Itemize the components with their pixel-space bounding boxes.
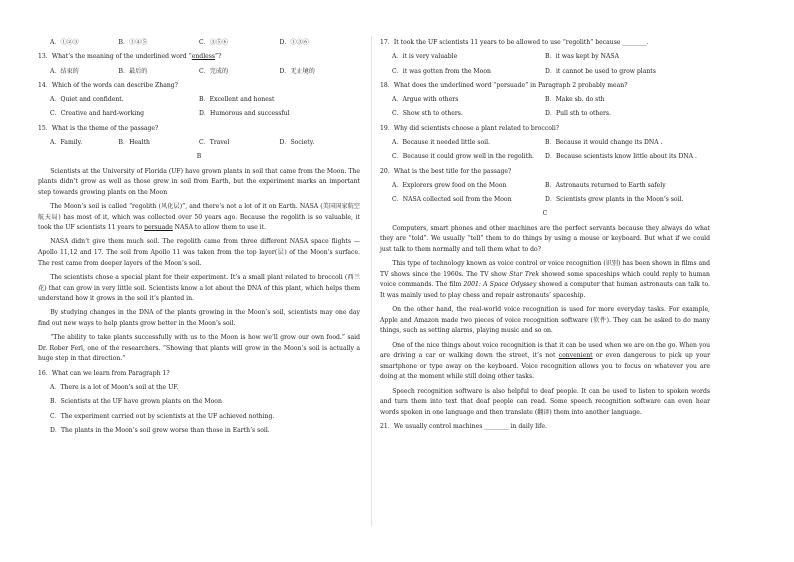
q19-options-ab — [380, 138, 710, 149]
q20-option-d: D．Scientists grew plants in the Moon’s soil. — [545, 196, 684, 204]
q19-option-d: D．Because scientists know little about its DNA . — [545, 153, 697, 161]
q14-option-b: B．Excellent and honest — [199, 96, 275, 104]
q19-option-b: B．Because it would change its DNA . — [545, 138, 663, 146]
q12-option-d: D．①③⑥ — [279, 39, 309, 46]
question-21: 21．We usually control machines ________ in daily life. — [380, 423, 547, 431]
q14-option-d: D．Humorous and successful — [199, 110, 290, 118]
q13-option-a: A．结束的 — [50, 67, 79, 75]
q18-option-b: B．Make sb. do sth — [545, 96, 605, 104]
passage-b-paragraph-1: Scientists at the University of Florida (UF) have grown plants in soil that came from the Moon. The plants didn’t grow as well as those grew in soil from Earth, but the experiment marks an important step towards growing plants on the Moon — [38, 167, 360, 196]
question-19: 19．Why did scientists choose a plant related to broccoli? — [380, 124, 560, 132]
q17-option-b: B．it was kept by NASA — [545, 53, 619, 61]
q18-options-cd — [380, 109, 710, 120]
q20-option-b: B．Astronauts returned to Earth safely — [545, 181, 666, 189]
q17-options-ab — [380, 52, 710, 63]
q20-option-c: C．NASA collected soil from the Moon — [392, 196, 512, 204]
passage-c-paragraph-3: On the other hand, the real-world voice recognition is used for more everyday tasks. For example, Apple and Amazon made two pieces of voice recognition software (软件). They can be asked to do many things, such as setting alarms, playing music and so on. — [380, 306, 710, 335]
right-column — [380, 38, 710, 436]
passage-c-paragraph-5: Speech recognition software is also helpful to deaf people. It can be used to listen to spoken words and turn them into text that deaf people can read. Some speech recognition software can even hear words spoken in one language and then translate (翻译) them into another language. — [380, 387, 710, 416]
q13-options — [38, 67, 360, 78]
q14-option-c: C．Creative and hard-working — [50, 110, 145, 118]
q15-option-c: C．Travel — [199, 138, 230, 146]
q16-option-c: C．The experiment carried out by scientists at the UF achieved nothing. — [50, 412, 275, 420]
q14-option-a: A．Quiet and confident. — [50, 96, 124, 104]
passage-b-paragraph-6: “The ability to take plants successfully with us to the Moon is how we’ll grow our own food.” said Dr. Rober Ferl, one of the researchers. “Showing that plants will grow in the Moon’s soil is actually a huge step in that direction.” — [38, 334, 360, 363]
c4-text: One of the nice things about voice recognition is that it can be used when we are on the go. When you are driving a car or walking down the street, it’s not — [380, 341, 710, 360]
q12-option-a: A．①②③ — [50, 39, 79, 46]
c2-text-mid: showed some spaceships which could reply to human voice commands. The film — [380, 270, 710, 289]
q20-option-a: A．Explorers grew food on the Moon — [392, 181, 507, 189]
c2-tv-show-title: Star Trek — [509, 270, 540, 278]
passage-b-paragraph-2 — [38, 202, 360, 234]
question-18: 18．What does the underlined word “persuade” in Paragraph 2 probably mean? — [380, 81, 628, 89]
q13-text-end: ”? — [215, 53, 222, 61]
p2-underlined-word: persuade — [144, 224, 173, 232]
passage-b-paragraph-3: NASA didn’t give them much soil. The regolith came from three different NASA space flights —Apollo 11,12 and 17. The soil from Apollo 11 was taken from the top layer(层) of the Moon’s surface. The rest came from deeper layers of the Moon’s soil. — [38, 238, 360, 267]
q18-options-ab — [380, 95, 710, 106]
q18-option-d: D．Pull sth to others. — [545, 110, 611, 118]
q12-options — [38, 38, 360, 49]
passage-c-paragraph-1: Computers, smart phones and other machines are the perfect servants because they always do what they are “told”. We usually “tell” them to do things by using a mouse or keyboard. But what if we could just talk to them normally and tell them what to do? — [380, 224, 710, 253]
c2-text: This type of technology known as voice control or voice recognition (识别) has been shown in films and TV shows since the 1960s. The TV show — [380, 260, 710, 278]
c4-text-end: or even dangerous to pick up your smartphone or type away on the keyboard. Voice recognition allows you to focus on whatever you are doing at the moment while still doing other tasks. — [380, 352, 710, 381]
q20-options-ab — [380, 181, 710, 192]
q17-options-cd — [380, 67, 710, 78]
q18-option-c: C．Show sth to others. — [392, 110, 463, 118]
p2-text: The Moon’s soil is called “regolith (风化层)”, and there’s not a lot of it on Earth. NASA (美国国家航空航天局) has most of it, which was collected over 50 years ago. Because the regolith is so valuable, it took the UF scientists 11 years to — [38, 203, 360, 232]
left-column — [38, 38, 360, 440]
q15-option-b: B．Health — [118, 138, 150, 146]
q16-option-d: D．The plants in the Moon’s soil grew worse than those in Earth’s soil. — [50, 426, 270, 434]
question-20: 20．What is the best title for the passage? — [380, 167, 512, 175]
p2-text-end: NASA to allow them to use it. — [172, 224, 267, 232]
q15-option-d: D．Society. — [279, 138, 315, 146]
question-14: 14．Which of the words can describe Zhang? — [38, 81, 178, 89]
passage-b-paragraph-5: By studying changes in the DNA of the plants growing in the Moon’s soil, scientists may one day find out new ways to help plants grow better in the Moon’s soil. — [38, 309, 360, 327]
q15-option-a: A．Family. — [50, 138, 83, 146]
q13-text: 13．What’s the meaning of the underlined word “ — [38, 53, 192, 61]
c2-text-end: showed a computer that human astronauts can talk to. It was mainly used to play chess and repair astronauts’ spaceship. — [380, 281, 710, 299]
q14-options-ab — [38, 95, 360, 106]
question-17: 17．It took the UF scientists 11 years to be allowed to use “regolith” because ________. — [380, 39, 649, 46]
q20-options-cd — [380, 195, 710, 206]
section-b-heading: B — [196, 153, 202, 161]
q14-options-cd — [38, 109, 360, 120]
passage-c-paragraph-2 — [380, 259, 710, 301]
c4-underlined-word: convenient — [558, 352, 593, 360]
q12-option-b: B．①④⑤ — [118, 39, 148, 46]
passage-b-paragraph-4: The scientists chose a special plant for their experiment. It’s a small plant related to broccoli (西兰花) that can grow in very little soil. Scientists know a lot about the DNA of this plant, which helps them understand how it grows in the soil it’s planted in. — [38, 273, 360, 303]
q18-option-a: A．Argue with others — [392, 96, 459, 104]
question-16: 16．What can we learn from Paragraph 1? — [38, 369, 170, 377]
q17-option-c: C．it was gotten from the Moon — [392, 67, 491, 75]
q13-option-d: D．无止境的 — [279, 67, 315, 75]
q17-option-d: D．it cannot be used to grow plants — [545, 67, 656, 75]
q13-underlined-word: endless — [191, 53, 216, 61]
q15-options — [38, 138, 360, 149]
q19-options-cd — [380, 152, 710, 163]
q13-option-c: C．完成的 — [199, 67, 229, 75]
q17-option-a: A．it is very valuable — [392, 53, 458, 61]
q19-option-c: C．Because it could grow well in the regolith. — [392, 153, 534, 161]
q16-option-a: A．There is a lot of Moon’s soil at the UF. — [50, 384, 179, 392]
column-divider — [371, 36, 372, 526]
q16-option-b: B．Scientists at the UF have grown plants on the Moon — [50, 398, 222, 406]
c2-film-title: 2001: A Space Odyssey — [463, 281, 537, 289]
question-15: 15．What is the theme of the passage? — [38, 124, 159, 132]
q19-option-a: A．Because it needed little soil. — [392, 138, 490, 146]
section-c-heading: C — [542, 210, 548, 218]
q12-option-c: C．③⑤⑥ — [199, 39, 229, 46]
passage-c-paragraph-4 — [380, 341, 710, 383]
question-13 — [38, 52, 360, 63]
q13-option-b: B．最后的 — [118, 67, 148, 75]
